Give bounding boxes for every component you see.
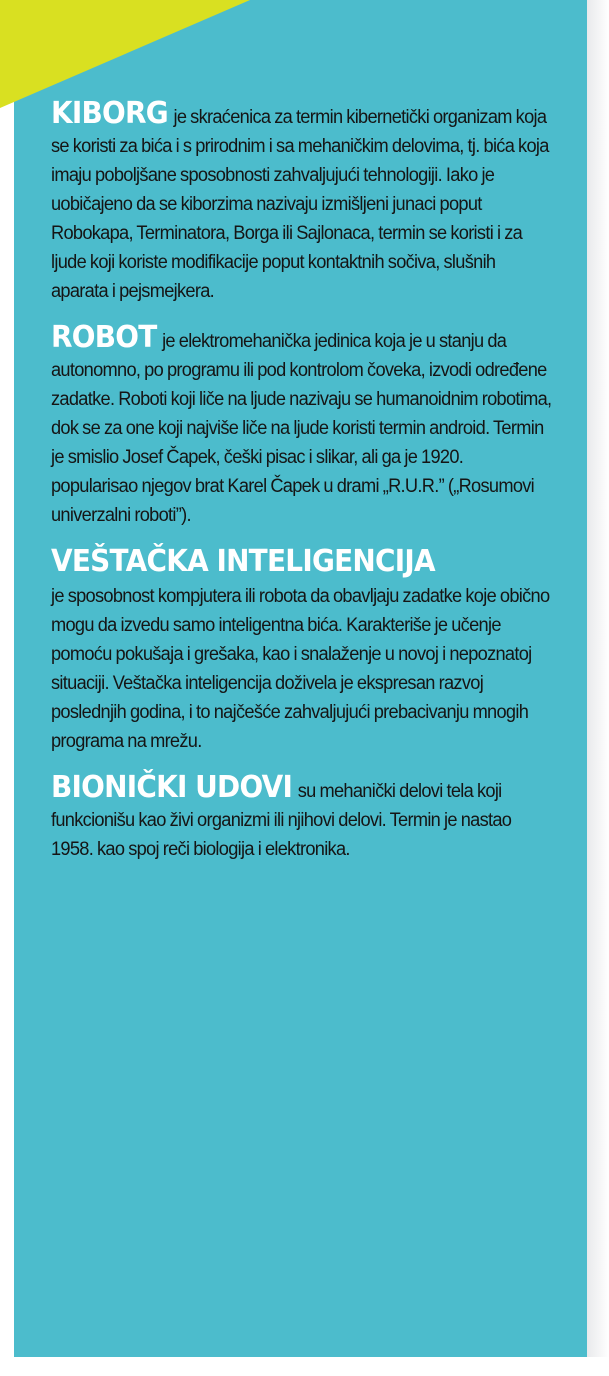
yellow-corner-decoration (0, 0, 250, 110)
term-robot: ROBOT (51, 320, 157, 355)
glossary-entry-kiborg (51, 96, 553, 306)
definition-robot: je elektromehanička jedinica koja je u stanju da autonomno, po programu ili pod kontrolom čoveka, izvodi određene zadatke. Roboti koji liče na ljude nazivaju se humanoidnim robotima, dok se za one koji najviše liče na ljude koristi termin android. Termin je smislio Josef Čapek, češki pisac i slikar, ali ga je 1920. popularisao njegov brat Karel Čapek u drami „R.U.R.” („Rosumovi univerzalni roboti”). (51, 330, 552, 526)
glossary-entry-vestacka-inteligencija (51, 544, 553, 756)
page-edge-shadow (587, 0, 609, 1376)
definition-bionicki-udovi: su mehanički delovi tela koji funkcionišu kao živi organizmi ili njihovi delovi. Termin je nastao 1958. kao spoj reči biologija i elektronika. (51, 780, 512, 860)
term-vestacka-inteligencija: VEŠTAČKA INTELIGENCIJA (51, 544, 435, 579)
definition-kiborg: je skraćenica za termin kibernetički organizam koja se koristi za bića i s prirodnim i sa mehaničkim delovima, tj. bića koja imaju poboljšane sposobnosti zahvaljujući tehnologiji. Iako je uobičajeno da se kiborzima nazivaju izmišljeni junaci poput Robokapa, Terminatora, Borga ili Sajlonaca, termin se koristi i za ljude koji koriste modifikacije poput kontaktnih sočiva, slušnih aparata i pejsmejkera. (51, 106, 549, 302)
definition-vestacka-inteligencija: je sposobnost kompjutera ili robota da obavljaju zadatke koje obično mogu da izvedu samo inteligentna bića. Karakteriše je učenje pomoću pokušaja i grešaka, kao i snalaženje u novoj i nepoznatoj situaciji. Veštačka inteligencija doživela je ekspresan razvoj poslednjih godina, i to najčešće zahvaljujući prebacivanju mnogih programa na mrežu. (51, 585, 550, 752)
page-bottom-margin (0, 1357, 609, 1376)
glossary-entry-robot (51, 320, 553, 530)
term-kiborg: KIBORG (51, 96, 168, 131)
glossary-entry-bionicki-udovi (51, 770, 553, 864)
glossary-content (51, 96, 553, 881)
term-bionicki-udovi: BIONIČKI UDOVI (51, 770, 293, 805)
